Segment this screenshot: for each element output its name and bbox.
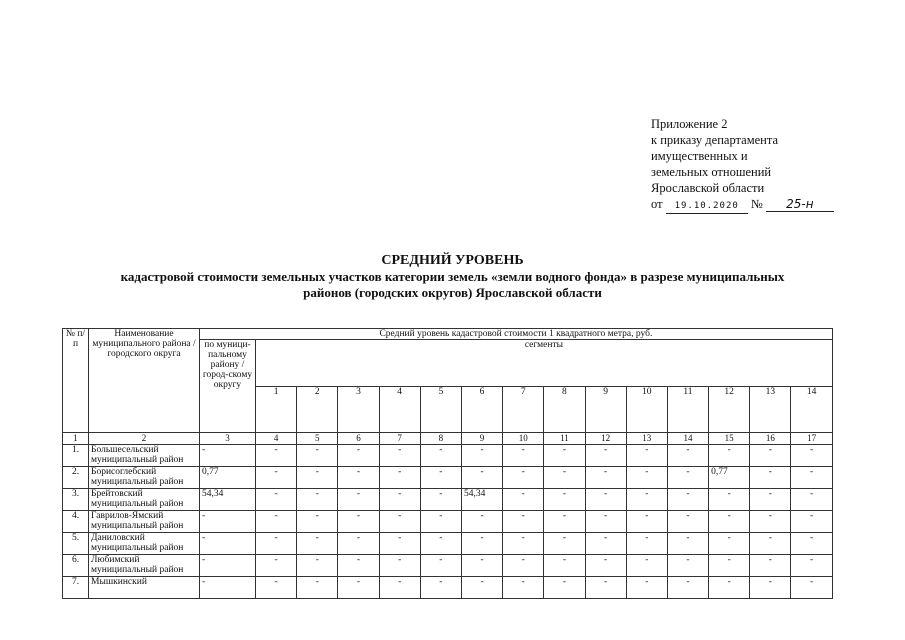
district-name: Брейтовский муниципальный район [89, 489, 200, 511]
column-number: 8 [420, 433, 461, 445]
segment-value: - [297, 489, 338, 511]
segment-value: - [667, 467, 708, 489]
district-name: Гаврилов-Ямский муниципальный район [89, 511, 200, 533]
segment-value: - [256, 533, 297, 555]
column-number: 11 [544, 433, 585, 445]
district-average-value: - [200, 445, 256, 467]
table-row [63, 511, 833, 533]
segment-header: 10 [626, 386, 667, 433]
number-prefix: № [750, 197, 763, 211]
order-number-handwritten: 25-н [766, 197, 834, 212]
order-date-stamp: 19.10.2020 [666, 199, 748, 214]
column-number: 17 [791, 433, 832, 445]
district-name: Большесельский муниципальный район [89, 445, 200, 467]
segment-header: 12 [709, 386, 750, 433]
segment-header: 2 [297, 386, 338, 433]
segment-value: - [750, 577, 791, 599]
appendix-line: Ярославской области [651, 181, 765, 195]
segment-value: - [667, 489, 708, 511]
column-numbers-row [63, 433, 833, 445]
segment-value: - [544, 533, 585, 555]
segment-value: - [667, 533, 708, 555]
segment-value: - [667, 445, 708, 467]
district-average-value: - [200, 577, 256, 599]
district-average-value: - [200, 533, 256, 555]
segment-value: - [667, 555, 708, 577]
header-no: № п/п [63, 329, 89, 433]
column-number: 12 [585, 433, 626, 445]
title-subtitle-line: кадастровой стоимости земельных участков категории земель «земли водного фонда» в разрезе муниципальных [120, 269, 785, 284]
column-number: 15 [709, 433, 750, 445]
segment-header: 6 [461, 386, 502, 433]
segment-value: - [626, 577, 667, 599]
segment-header: 3 [338, 386, 379, 433]
segment-value: - [585, 577, 626, 599]
segment-value: - [461, 577, 502, 599]
table-row [63, 445, 833, 467]
segment-value: - [791, 555, 832, 577]
document-title [0, 253, 905, 301]
appendix-line: имущественных и [651, 149, 748, 163]
segment-value: - [379, 577, 420, 599]
district-name: Даниловский муниципальный район [89, 533, 200, 555]
segment-value: - [379, 511, 420, 533]
column-number: 1 [63, 433, 89, 445]
column-number: 5 [297, 433, 338, 445]
row-number: 2. [63, 467, 89, 489]
segment-value: - [420, 533, 461, 555]
segment-value: - [420, 489, 461, 511]
segment-value: - [544, 577, 585, 599]
segment-value: - [585, 555, 626, 577]
segment-value: - [297, 533, 338, 555]
segment-value: - [544, 555, 585, 577]
segment-value: - [791, 511, 832, 533]
segment-value: - [791, 489, 832, 511]
segment-value: - [544, 467, 585, 489]
segment-value: 54,34 [461, 489, 502, 511]
row-number: 7. [63, 577, 89, 599]
header-by-district: по муници-пальному району / город-скому округу [200, 340, 256, 433]
segment-value: - [626, 555, 667, 577]
segment-header: 11 [667, 386, 708, 433]
table-row [63, 577, 833, 599]
segment-value: - [626, 511, 667, 533]
segment-value: - [338, 577, 379, 599]
segment-value: - [585, 511, 626, 533]
table-row [63, 467, 833, 489]
segment-value: - [256, 467, 297, 489]
column-number: 4 [256, 433, 297, 445]
column-number: 2 [89, 433, 200, 445]
segment-value: - [461, 445, 502, 467]
segment-value: - [338, 555, 379, 577]
district-average-value: 0,77 [200, 467, 256, 489]
segment-value: - [420, 577, 461, 599]
segment-value: - [626, 533, 667, 555]
segment-value: - [503, 533, 544, 555]
row-number: 4. [63, 511, 89, 533]
column-number: 9 [461, 433, 502, 445]
title-subtitle-line: районов (городских округов) Ярославской области [303, 285, 602, 300]
row-number: 1. [63, 445, 89, 467]
segment-value: - [297, 555, 338, 577]
segment-value: - [379, 445, 420, 467]
segment-value: - [709, 511, 750, 533]
segment-value: - [503, 511, 544, 533]
column-number: 16 [750, 433, 791, 445]
segment-value: - [256, 577, 297, 599]
segment-header: 9 [585, 386, 626, 433]
district-name: Борисоглебский муниципальный район [89, 467, 200, 489]
appendix-line: земельных отношений [651, 165, 772, 179]
segment-header: 1 [256, 386, 297, 433]
segment-value: 0,77 [709, 467, 750, 489]
segment-value: - [791, 577, 832, 599]
segment-value: - [503, 467, 544, 489]
segment-value: - [791, 445, 832, 467]
segment-value: - [791, 467, 832, 489]
cadastral-value-table [62, 328, 833, 599]
segment-value: - [626, 489, 667, 511]
segment-value: - [461, 533, 502, 555]
segment-value: - [297, 511, 338, 533]
column-number: 3 [200, 433, 256, 445]
segment-value: - [544, 511, 585, 533]
segment-value: - [667, 511, 708, 533]
segment-value: - [256, 555, 297, 577]
segment-value: - [297, 445, 338, 467]
segment-value: - [750, 445, 791, 467]
segment-value: - [750, 467, 791, 489]
column-number: 6 [338, 433, 379, 445]
segment-value: - [503, 577, 544, 599]
segment-value: - [709, 555, 750, 577]
segment-value: - [420, 467, 461, 489]
segment-value: - [544, 489, 585, 511]
segment-value: - [626, 467, 667, 489]
column-number: 10 [503, 433, 544, 445]
segment-value: - [750, 533, 791, 555]
appendix-block [651, 116, 851, 214]
segment-value: - [338, 511, 379, 533]
segment-value: - [750, 555, 791, 577]
segment-value: - [709, 489, 750, 511]
header-segments: сегменты [256, 340, 833, 387]
segment-header: 4 [379, 386, 420, 433]
header-group: Средний уровень кадастровой стоимости 1 квадратного метра, руб. [200, 329, 833, 340]
order-date-line [651, 196, 851, 214]
segment-value: - [585, 533, 626, 555]
table-row [63, 489, 833, 511]
segment-value: - [585, 489, 626, 511]
segment-value: - [709, 577, 750, 599]
table-row [63, 533, 833, 555]
row-number: 3. [63, 489, 89, 511]
title-main: СРЕДНИЙ УРОВЕНЬ [381, 253, 524, 268]
column-number: 14 [667, 433, 708, 445]
segment-value: - [585, 467, 626, 489]
segment-value: - [379, 533, 420, 555]
district-average-value: - [200, 555, 256, 577]
segment-value: - [503, 445, 544, 467]
segment-value: - [338, 467, 379, 489]
segment-value: - [338, 489, 379, 511]
date-prefix: от [651, 197, 663, 211]
segment-value: - [256, 489, 297, 511]
segment-value: - [297, 577, 338, 599]
segment-header: 14 [791, 386, 832, 433]
segment-value: - [626, 445, 667, 467]
segment-header: 5 [420, 386, 461, 433]
segment-value: - [338, 445, 379, 467]
segment-value: - [503, 489, 544, 511]
district-name: Мышкинский [89, 577, 200, 599]
column-number: 7 [379, 433, 420, 445]
district-average-value: 54,34 [200, 489, 256, 511]
segment-value: - [461, 555, 502, 577]
segment-value: - [461, 511, 502, 533]
segment-value: - [503, 555, 544, 577]
segment-value: - [709, 533, 750, 555]
segment-value: - [297, 467, 338, 489]
segment-value: - [791, 533, 832, 555]
segment-value: - [709, 445, 750, 467]
segment-value: - [461, 467, 502, 489]
segment-value: - [256, 445, 297, 467]
segment-value: - [379, 555, 420, 577]
segment-value: - [420, 511, 461, 533]
header-name: Наименование муниципального района / городского округа [89, 329, 200, 433]
header-row [63, 329, 833, 340]
segment-value: - [338, 533, 379, 555]
segment-value: - [585, 445, 626, 467]
segment-value: - [667, 577, 708, 599]
segment-header: 13 [750, 386, 791, 433]
district-name: Любимский муниципальный район [89, 555, 200, 577]
segment-value: - [379, 467, 420, 489]
segment-value: - [750, 489, 791, 511]
segment-value: - [256, 511, 297, 533]
appendix-line: к приказу департамента [651, 133, 779, 147]
column-number: 13 [626, 433, 667, 445]
table-row [63, 555, 833, 577]
segment-value: - [420, 445, 461, 467]
district-average-value: - [200, 511, 256, 533]
segment-value: - [379, 489, 420, 511]
segment-value: - [750, 511, 791, 533]
segment-header: 7 [503, 386, 544, 433]
segment-value: - [544, 445, 585, 467]
segment-value: - [420, 555, 461, 577]
row-number: 6. [63, 555, 89, 577]
appendix-line: Приложение 2 [651, 117, 728, 131]
segment-header: 8 [544, 386, 585, 433]
row-number: 5. [63, 533, 89, 555]
